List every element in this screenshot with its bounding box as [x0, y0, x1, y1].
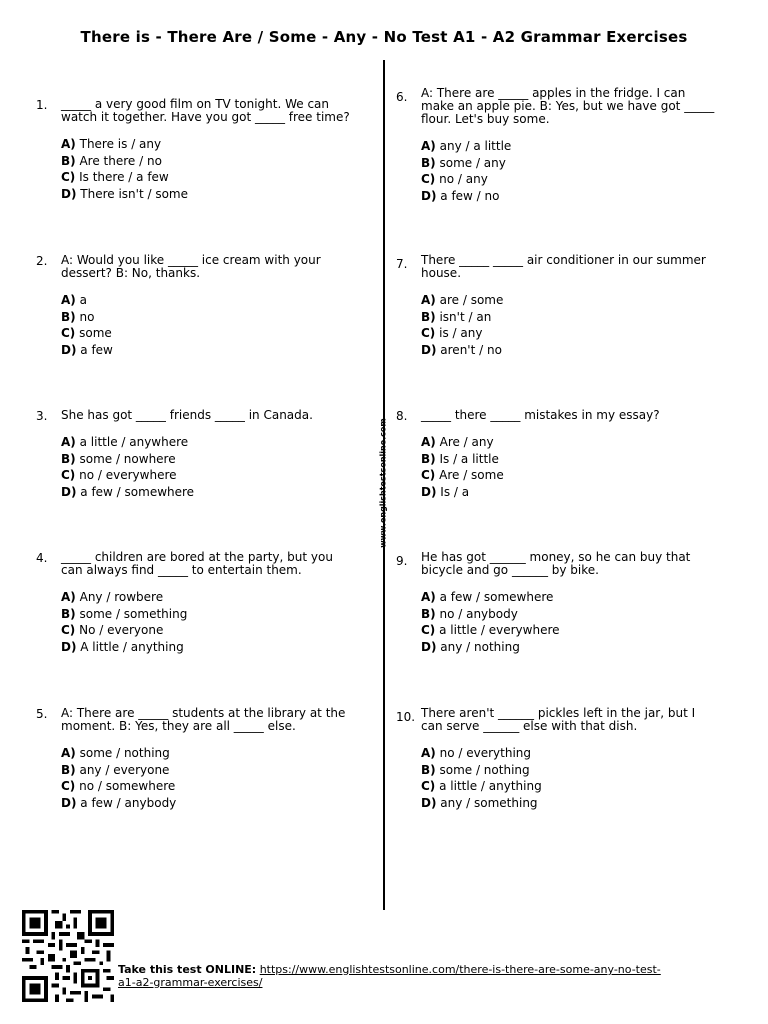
- answer-options: [421, 589, 716, 655]
- page-title: There is - There Are / Some - Any - No Test A1 - A2 Grammar Exercises: [80, 28, 688, 46]
- question-text: A: Would you like _____ ice cream with your dessert? B: No, thanks.: [61, 253, 325, 280]
- question-9: [396, 551, 716, 655]
- question-6: [396, 86, 719, 204]
- option-b[interactable]: B) some / something: [61, 606, 188, 621]
- option-a[interactable]: A) Are / any: [421, 435, 494, 449]
- option-b[interactable]: B) no: [61, 309, 95, 324]
- option-b[interactable]: B) no / anybody: [421, 606, 518, 621]
- question-number: 6.: [396, 90, 408, 104]
- question-text: He has got ______ money, so he can buy that bicycle and go ______ by bike.: [421, 550, 695, 577]
- option-b[interactable]: B) any / everyone: [61, 762, 170, 777]
- option-a[interactable]: A) some / nothing: [61, 746, 170, 760]
- question-1: [36, 98, 356, 202]
- question-number: 1.: [36, 98, 48, 112]
- option-d[interactable]: D) a few / somewhere: [61, 484, 195, 499]
- question-3: [36, 409, 356, 500]
- option-c[interactable]: C) Is there / a few: [61, 170, 169, 184]
- question-text: There aren't ______ pickles left in the jar, but I can serve ______ else with that dish.: [421, 706, 699, 733]
- option-c[interactable]: C) a little / anything: [421, 779, 542, 793]
- test-online-link[interactable]: https://www.englishtestsonline.com/there-is-there-are-some-any-no-test-a1-a2-grammar-exercises/: [118, 963, 661, 989]
- option-b[interactable]: B) Are there / no: [61, 153, 162, 168]
- question-text: A: There are _____ students at the library at the moment. B: Yes, they are all _____ else.: [61, 706, 350, 733]
- question-7: [396, 254, 716, 358]
- option-d[interactable]: D) aren't / no: [421, 342, 502, 357]
- question-number: 2.: [36, 254, 48, 268]
- answer-options: [61, 434, 356, 500]
- option-a[interactable]: A) no / everything: [421, 746, 531, 760]
- question-number: 8.: [396, 409, 408, 423]
- option-c[interactable]: C) Are / some: [421, 468, 504, 482]
- question-10: [396, 707, 716, 811]
- option-c[interactable]: C) No / everyone: [61, 623, 164, 637]
- option-c[interactable]: C) some: [61, 326, 112, 340]
- option-b[interactable]: B) isn't / an: [421, 309, 492, 324]
- option-a[interactable]: A) any / a little: [421, 139, 512, 153]
- option-a[interactable]: A) There is / any: [61, 137, 162, 151]
- option-b[interactable]: B) Is / a little: [421, 451, 499, 466]
- question-number: 4.: [36, 551, 48, 565]
- answer-options: [61, 589, 356, 655]
- question-text: _____ there _____ mistakes in my essay?: [421, 408, 660, 422]
- question-number: 5.: [36, 707, 48, 721]
- option-d[interactable]: D) a few / no: [421, 188, 500, 203]
- answer-options: [61, 745, 356, 811]
- question-2: [36, 254, 356, 358]
- qr-code-icon[interactable]: [22, 910, 114, 1002]
- option-d[interactable]: D) any / nothing: [421, 639, 520, 654]
- question-number: 7.: [396, 257, 408, 271]
- option-d[interactable]: D) Is / a: [421, 484, 470, 499]
- footer: [118, 963, 678, 989]
- question-4: [36, 551, 356, 655]
- answer-options: [61, 292, 356, 358]
- question-text: _____ a very good film on TV tonight. We can watch it together. Have you got _____ free time?: [61, 97, 350, 124]
- question-5: [36, 707, 356, 811]
- answer-options: [421, 138, 716, 204]
- question-text: She has got _____ friends _____ in Canada.: [61, 408, 313, 422]
- option-c[interactable]: C) no / everywhere: [61, 468, 177, 482]
- option-b[interactable]: B) some / any: [421, 155, 506, 170]
- option-d[interactable]: D) a few: [61, 342, 113, 357]
- option-b[interactable]: B) some / nowhere: [61, 451, 176, 466]
- answer-options: [421, 292, 716, 358]
- question-number: 10.: [396, 710, 416, 724]
- option-d[interactable]: D) a few / anybody: [61, 795, 177, 810]
- answer-options: [421, 745, 716, 811]
- option-c[interactable]: C) no / any: [421, 172, 488, 186]
- question-text: A: There are _____ apples in the fridge. I can make an apple pie. B: Yes, but we have got _____ flour. Let's buy some.: [421, 86, 719, 126]
- answer-options: [61, 136, 356, 202]
- answer-options: [421, 434, 716, 500]
- option-d[interactable]: D) A little / anything: [61, 639, 184, 654]
- question-text: There _____ _____ air conditioner in our summer house.: [421, 253, 710, 280]
- vertical-site-url: www.englishtestsonline.com: [378, 418, 388, 548]
- question-number: 9.: [396, 554, 408, 568]
- question-number: 3.: [36, 409, 48, 423]
- option-a[interactable]: A) a little / anywhere: [61, 435, 189, 449]
- option-c[interactable]: C) is / any: [421, 326, 483, 340]
- option-c[interactable]: C) a little / everywhere: [421, 623, 560, 637]
- question-text: _____ children are bored at the party, but you can always find _____ to entertain them.: [61, 550, 337, 577]
- option-a[interactable]: A) Any / rowbere: [61, 590, 164, 604]
- option-a[interactable]: A) are / some: [421, 293, 504, 307]
- option-a[interactable]: A) a: [61, 293, 87, 307]
- footer-label: Take this test ONLINE:: [118, 963, 257, 976]
- option-d[interactable]: D) There isn't / some: [61, 186, 188, 201]
- question-8: [396, 409, 716, 500]
- option-b[interactable]: B) some / nothing: [421, 762, 530, 777]
- option-d[interactable]: D) any / something: [421, 795, 538, 810]
- option-c[interactable]: C) no / somewhere: [61, 779, 176, 793]
- option-a[interactable]: A) a few / somewhere: [421, 590, 554, 604]
